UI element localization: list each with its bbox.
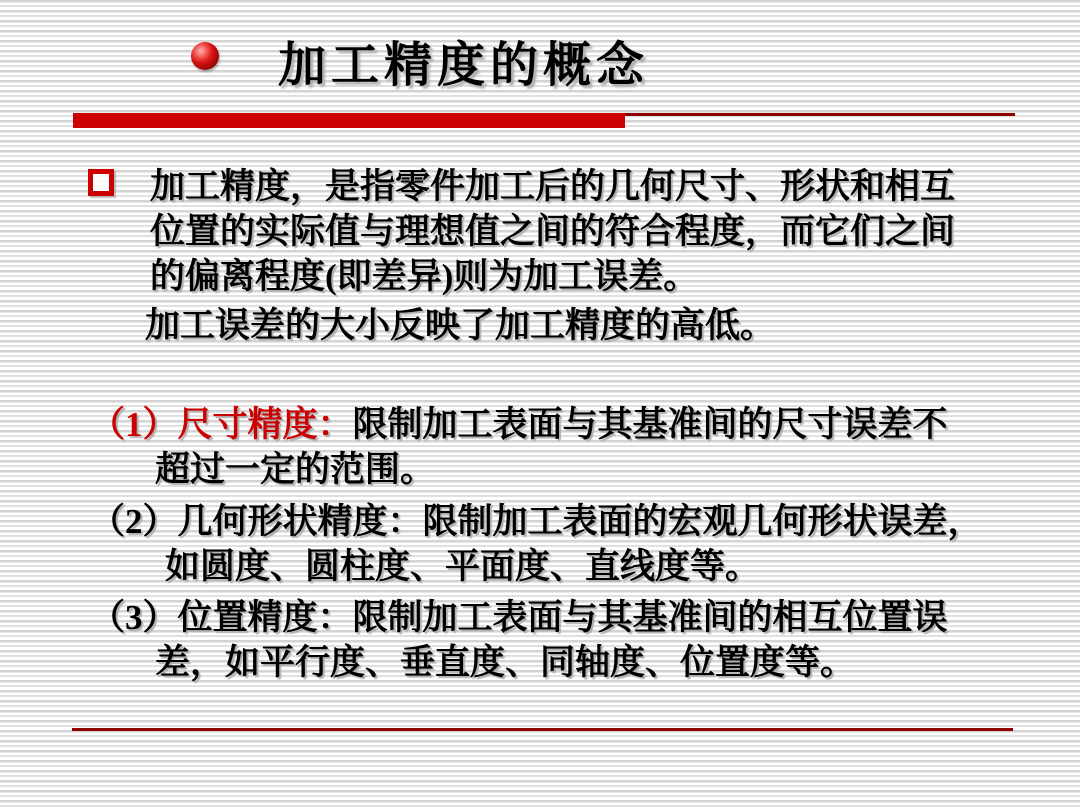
definition-line-3: 的偏离程度(即差异)则为加工误差。 xyxy=(150,257,699,296)
item2-line-2: 如圆度、圆柱度、平面度、直线度等。 xyxy=(165,547,761,586)
summary-line: 加工误差的大小反映了加工精度的高低。 xyxy=(145,306,776,345)
definition-line-1: 加工精度，是指零件加工后的几何尺寸、形状和相互 xyxy=(150,167,956,206)
title-underline-thin-extension xyxy=(625,113,1015,116)
item2-line-1: （2）几何形状精度：限制加工表面的宏观几何形状误差， xyxy=(90,502,983,541)
footer-divider-line xyxy=(72,728,1013,731)
title-sphere-bullet-icon xyxy=(191,42,219,70)
definition-line-2: 位置的实际值与理想值之间的符合程度，而它们之间 xyxy=(150,212,956,251)
paragraph-square-bullet-icon xyxy=(88,169,114,196)
title-underline-bar xyxy=(73,113,625,128)
item1-label: （1）尺寸精度： xyxy=(90,405,353,444)
item1-line-1 xyxy=(90,404,948,446)
item1-line-2: 超过一定的范围。 xyxy=(155,450,436,489)
item3-line-2: 差，如平行度、垂直度、同轴度、位置度等。 xyxy=(155,643,856,682)
item3-line-1: （3）位置精度：限制加工表面与其基准间的相互位置误 xyxy=(90,598,948,637)
page-title: 加工精度的概念 xyxy=(278,39,650,92)
item1-text: 限制加工表面与其基准间的尺寸误差不 xyxy=(352,405,948,444)
